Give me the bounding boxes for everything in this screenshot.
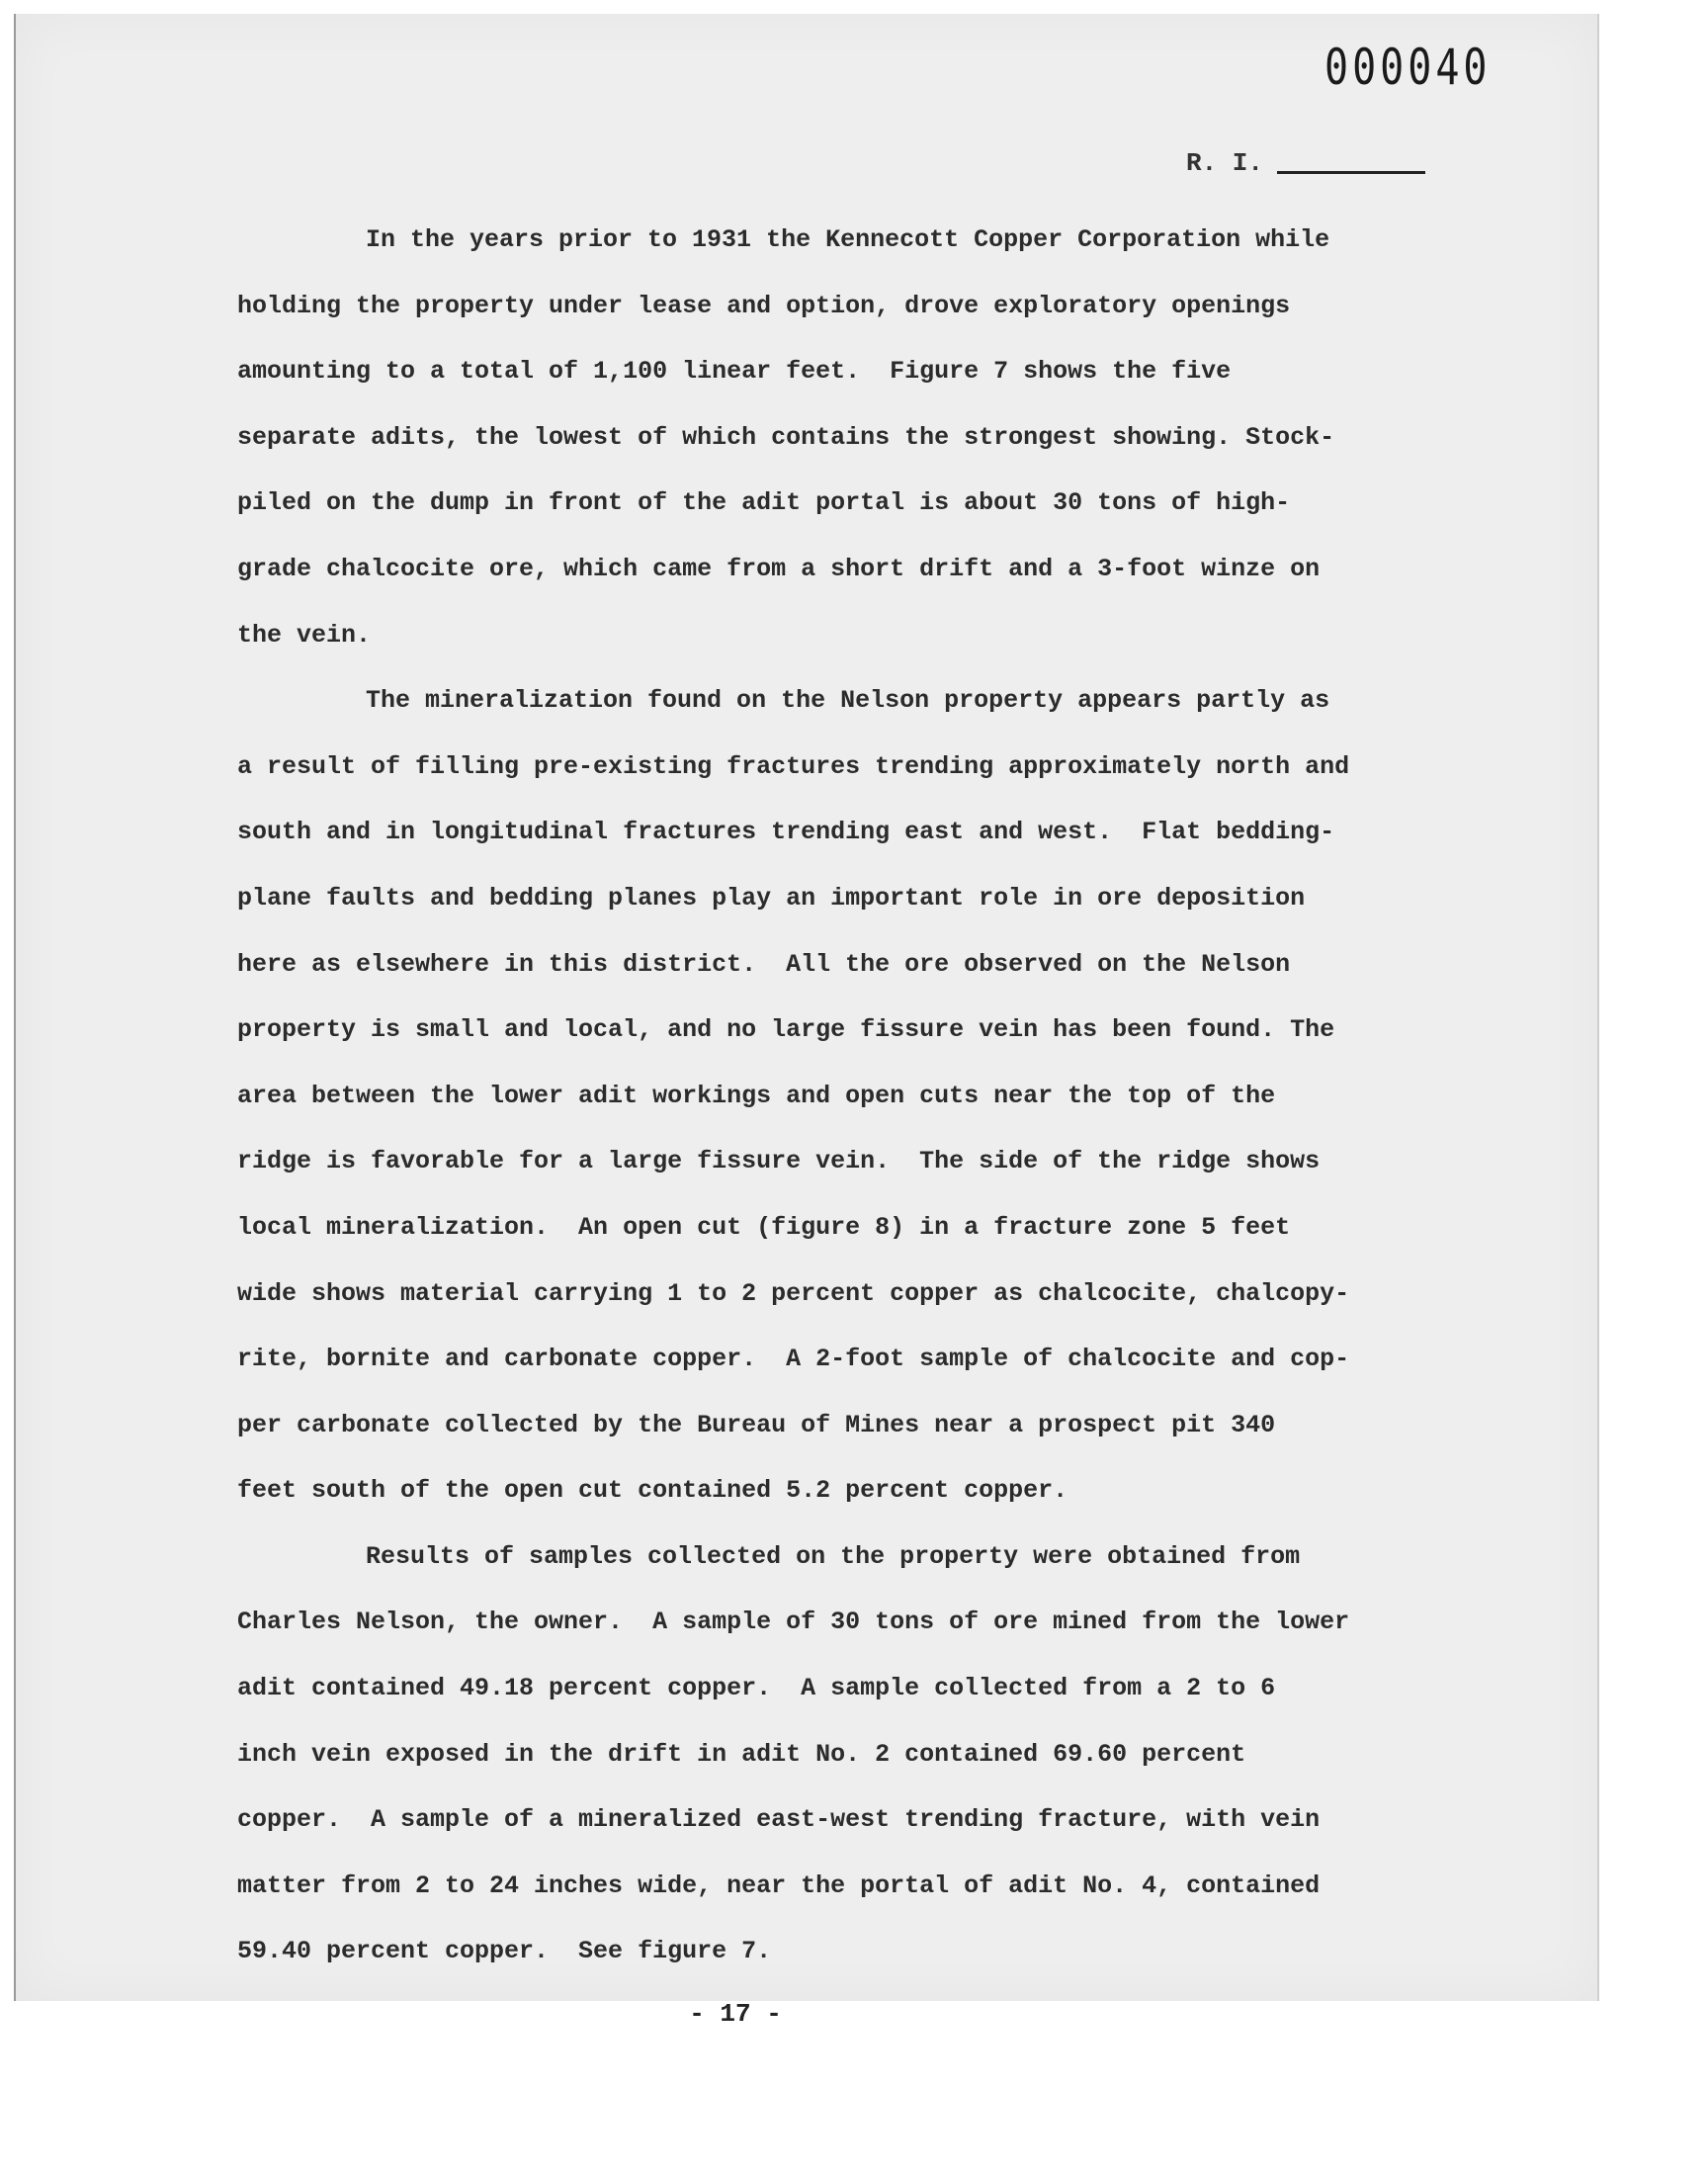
text-line: copper. A sample of a mineralized east-west trending fracture, with vein [237, 1805, 1321, 1835]
text-line: the vein. [237, 620, 372, 650]
paragraph-mineralization [237, 668, 1493, 1524]
text-line: local mineralization. An open cut (figure 8) in a fracture zone 5 feet [237, 1212, 1291, 1242]
text-line: holding the property under lease and option, drove exploratory openings [237, 291, 1291, 320]
text-line: piled on the dump in front of the adit portal is about 30 tons of high- [237, 488, 1291, 518]
text-line: The mineralization found on the Nelson property appears partly as [366, 686, 1330, 716]
paragraph-kennecott [237, 208, 1493, 668]
report-of-investigations-line [1186, 148, 1425, 178]
body-text [237, 208, 1493, 1985]
text-line: plane faults and bedding planes play an important role in ore deposition [237, 883, 1306, 913]
text-line: In the years prior to 1931 the Kennecott Copper Corporation while [366, 225, 1330, 254]
text-line: 59.40 percent copper. See figure 7. [237, 1937, 772, 1966]
ri-number-blank [1277, 171, 1425, 174]
text-line: property is small and local, and no large fissure vein has been found. The [237, 1015, 1335, 1045]
text-line: area between the lower adit workings and open cuts near the top of the [237, 1081, 1276, 1110]
text-line: ridge is favorable for a large fissure vein. The side of the ridge shows [237, 1147, 1321, 1176]
text-line: south and in longitudinal fractures trending east and west. Flat bedding- [237, 818, 1335, 847]
text-line: grade chalcocite ore, which came from a short drift and a 3-foot winze on [237, 554, 1321, 583]
ri-label: R. I. [1186, 148, 1264, 178]
page-number: - 17 - [689, 1999, 782, 2029]
paragraph-sample-results [237, 1524, 1493, 1985]
text-line: wide shows material carrying 1 to 2 percent copper as chalcocite, chalcopy- [237, 1278, 1350, 1308]
text-line: Results of samples collected on the property were obtained from [366, 1541, 1301, 1571]
text-line: a result of filling pre-existing fractures trending approximately north and [237, 751, 1350, 781]
text-line: amounting to a total of 1,100 linear feet. Figure 7 shows the five [237, 357, 1232, 387]
text-line: feet south of the open cut contained 5.2 percent copper. [237, 1476, 1068, 1506]
text-line: per carbonate collected by the Bureau of Mines near a prospect pit 340 [237, 1410, 1276, 1439]
text-line: matter from 2 to 24 inches wide, near the portal of adit No. 4, contained [237, 1870, 1321, 1900]
text-line: rite, bornite and carbonate copper. A 2-foot sample of chalcocite and cop- [237, 1345, 1350, 1374]
document-number: 000040 [1324, 40, 1492, 97]
text-line: Charles Nelson, the owner. A sample of 30 tons of ore mined from the lower [237, 1608, 1350, 1637]
text-line: separate adits, the lowest of which contains the strongest showing. Stock- [237, 422, 1335, 452]
text-line: here as elsewhere in this district. All the ore observed on the Nelson [237, 949, 1291, 979]
text-line: inch vein exposed in the drift in adit No. 2 contained 69.60 percent [237, 1739, 1246, 1769]
text-line: adit contained 49.18 percent copper. A sample collected from a 2 to 6 [237, 1674, 1276, 1703]
